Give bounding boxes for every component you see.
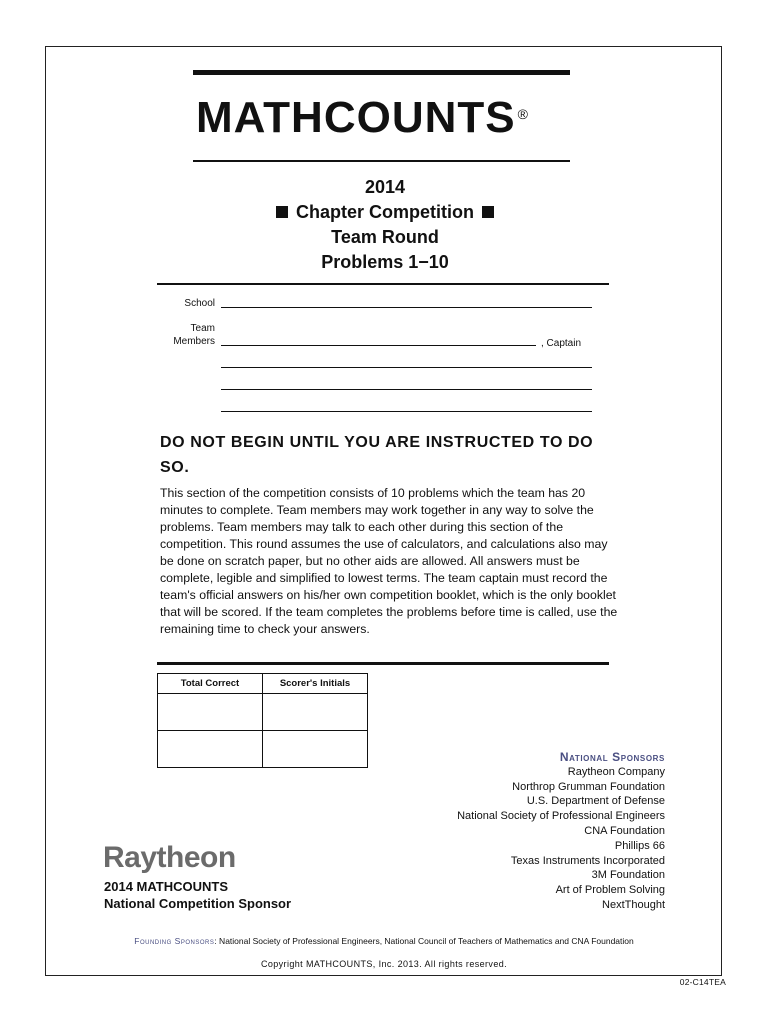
- logo-top-rule: [193, 70, 570, 75]
- total-correct-cell[interactable]: [158, 731, 263, 768]
- square-bullet-icon: [482, 206, 494, 218]
- team-member-field-3[interactable]: [221, 389, 592, 390]
- raytheon-logo: Raytheon: [103, 841, 236, 874]
- title-block: [195, 175, 575, 275]
- school-field[interactable]: [221, 307, 592, 308]
- sponsor-item: Phillips 66: [614, 839, 665, 852]
- logo-bottom-rule: [193, 160, 570, 162]
- scorer-initials-cell[interactable]: [263, 731, 368, 768]
- score-table: [157, 673, 368, 768]
- nat-sponsor-line2: National Competition Sponsor: [104, 896, 292, 911]
- title-rule: [157, 283, 609, 285]
- title-year: 2014: [364, 177, 406, 197]
- scorer-initials-cell[interactable]: [263, 694, 368, 731]
- registered-mark: ®: [517, 106, 529, 122]
- total-correct-cell[interactable]: [158, 694, 263, 731]
- national-competition-sponsor: [104, 878, 291, 912]
- sponsor-item: 3M Foundation: [591, 869, 665, 882]
- document-code: 02-C14TEA: [679, 977, 726, 987]
- title-competition-row: [195, 200, 575, 225]
- instruction-heading: DO NOT BEGIN UNTIL YOU ARE INSTRUCTED TO DO SO.: [160, 434, 594, 476]
- square-bullet-icon: [276, 206, 288, 218]
- logo-text: MATHCOUNTS: [196, 93, 516, 142]
- national-sponsors: [457, 750, 665, 913]
- captain-label: , Captain: [541, 338, 582, 349]
- copyright: Copyright MATHCOUNTS, Inc. 2013. All rights reserved.: [260, 959, 508, 969]
- title-competition: Chapter Competition: [296, 202, 474, 222]
- school-label: School: [184, 298, 215, 309]
- title-round: Team Round: [331, 227, 439, 247]
- team-member-field-2[interactable]: [221, 367, 592, 368]
- instructions-rule: [157, 662, 609, 665]
- sponsor-item: National Society of Professional Engineers: [457, 810, 665, 823]
- sponsors-title: National Sponsors: [559, 750, 665, 764]
- sponsor-item: U.S. Department of Defense: [526, 795, 665, 808]
- score-table-header: [158, 674, 368, 694]
- team-member-field-4[interactable]: [221, 411, 592, 412]
- instruction-text: This section of the competition consists of 10 problems which the team has 20 minutes to complete. Team members may work together in any way to solve the problems. Team members may talk to each other during this section of the competition. This round assumes the use of calculators, and calculations also may be done on scratch paper, but no other aids are allowed. All answers must be complete, legible and simplified to lowest terms. The team captain must record the team's official answers on his/her own competition booklet, which is the only booklet that will be scored. If the team completes the problems before time is called, use the remaining time to check your answers.: [160, 486, 618, 636]
- founding-label: Founding Sponsors: [134, 936, 215, 946]
- founding-text: : National Society of Professional Engineers, National Council of Teachers of Mathematics and CNA Foundation: [214, 936, 634, 946]
- founding-sponsors: [0, 936, 768, 946]
- score-table-row: [158, 694, 368, 731]
- total-correct-header: Total Correct: [158, 674, 263, 694]
- team-label-line2: Members: [173, 336, 215, 347]
- team-label: [160, 322, 215, 348]
- scorer-initials-header: Scorer's Initials: [263, 674, 368, 694]
- sponsor-item: NextThought: [602, 898, 665, 911]
- sponsor-item: CNA Foundation: [584, 824, 665, 837]
- title-problems: Problems 1−10: [321, 252, 449, 272]
- mathcounts-logo: [196, 95, 576, 141]
- sponsor-item: Northrop Grumman Foundation: [512, 780, 665, 793]
- score-table-row: [158, 731, 368, 768]
- captain-field[interactable]: [221, 345, 536, 346]
- sponsor-item: Raytheon Company: [567, 765, 665, 778]
- sponsor-item: Texas Instruments Incorporated: [510, 854, 665, 867]
- nat-sponsor-line1: 2014 MATHCOUNTS: [104, 879, 229, 894]
- sponsor-item: Art of Problem Solving: [555, 884, 665, 897]
- team-label-line1: Team: [190, 323, 215, 334]
